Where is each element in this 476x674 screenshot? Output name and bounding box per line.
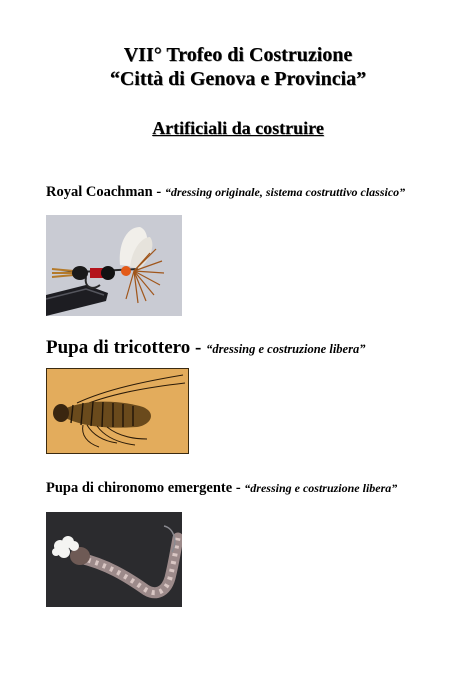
fly-note: “dressing e costruzione libera” bbox=[206, 342, 366, 356]
fly-heading-caddis-pupa bbox=[46, 337, 365, 359]
page-subtitle: Artificiali da costruire bbox=[152, 118, 324, 138]
page-title-line-1: VII° Trofeo di Costruzione bbox=[123, 44, 353, 66]
fly-note: “dressing e costruzione libera” bbox=[244, 481, 398, 495]
fly-heading-chironomid-pupa bbox=[46, 480, 397, 497]
caddis-pupa-drawing bbox=[46, 368, 189, 454]
fly-name: Pupa di chironomo emergente - bbox=[46, 480, 245, 496]
fly-heading-royal-coachman bbox=[46, 184, 405, 201]
fly-name: Pupa di tricottero - bbox=[46, 337, 207, 358]
fly-name: Royal Coachman - bbox=[46, 184, 165, 200]
chironomid-pupa-photo bbox=[46, 512, 182, 607]
royal-coachman-fly-photo bbox=[46, 215, 182, 316]
fly-note: “dressing originale, sistema costruttivo classico” bbox=[164, 185, 406, 199]
page-title-line-2: “Città di Genova e Provincia” bbox=[109, 68, 367, 90]
